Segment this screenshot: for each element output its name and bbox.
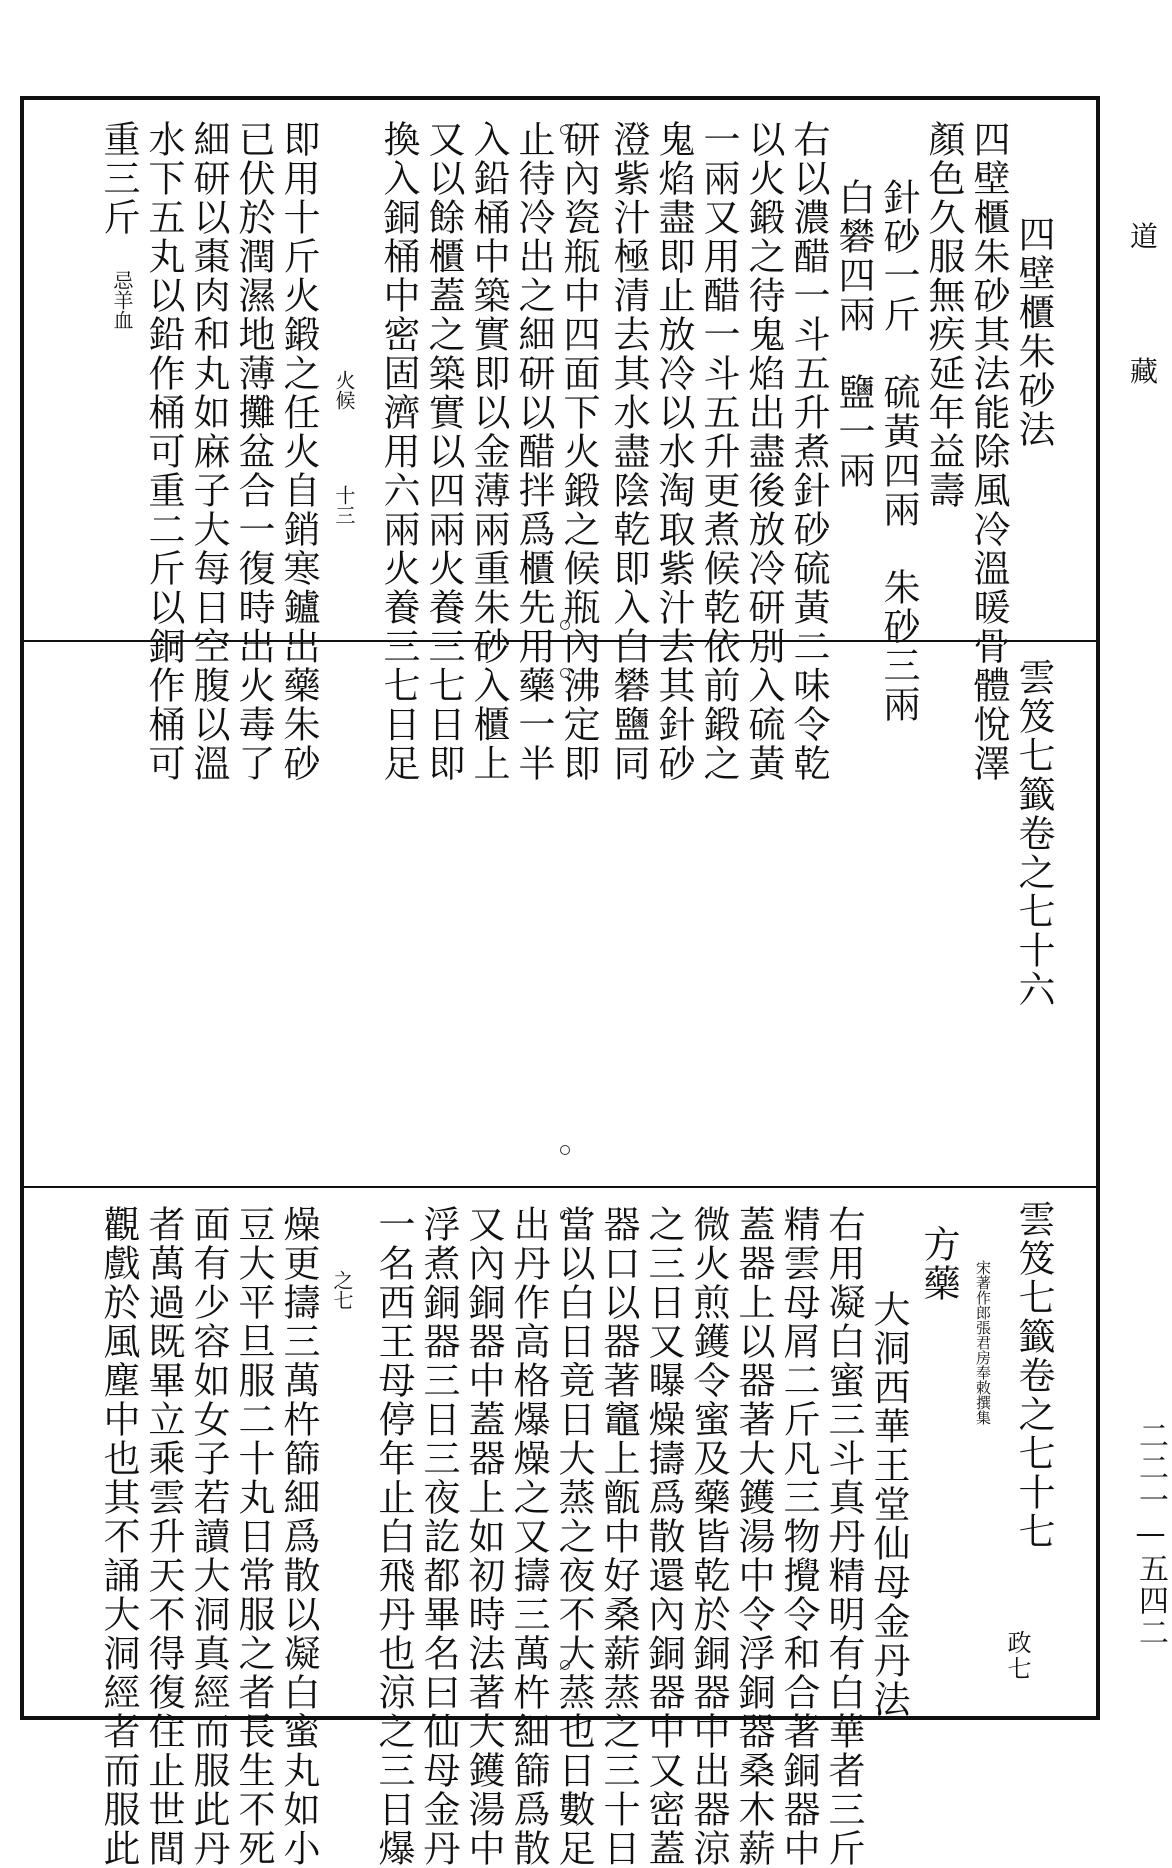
bottom-line-8: 出丹作高格爆燥之又擣三萬杵細篩爲散 <box>507 1205 550 1868</box>
bottom-line-7: 當以白日竟日大蒸之夜不大蒸也日數足 <box>552 1205 595 1868</box>
top-small-note-3: 十三 <box>332 485 356 525</box>
bottom-line-10: 浮煮銅器三日三夜訖都畢名曰仙母金丹 <box>417 1205 460 1868</box>
punctuation-circle <box>560 125 570 135</box>
top-small-note-2: 火候 <box>332 370 356 410</box>
top-line-4: 白礬四兩 鹽一兩 <box>832 178 875 490</box>
bottom-line-6: 器口以器著竈上甑中好桑薪蒸之三十日 <box>597 1205 640 1868</box>
bottom-line-15: 者萬過既畢立乘雲升天不得復住止世間 <box>142 1205 185 1868</box>
compiler-note: 宋著作郎張君房奉敕撰集 <box>974 1260 992 1425</box>
top-line-5: 右以濃醋一斗五升煮針砂硫黃二味令乾 <box>787 120 830 783</box>
punctuation-circle <box>560 620 570 630</box>
punctuation-circle <box>560 1660 570 1670</box>
top-line-12: 入鉛桶中築實即以金薄兩重朱砂入櫃上 <box>467 120 510 783</box>
top-line-3: 針砂一斤 硫黃四兩 朱砂三兩 <box>877 178 920 724</box>
page-number: 二二一—五四二 <box>1133 1420 1168 1649</box>
top-line-13: 又以餘櫃蓋之築實以四兩火養三七日即 <box>422 120 465 783</box>
top-line-17: 細研以棗肉和丸如麻子大每日空腹以溫 <box>187 120 230 783</box>
punctuation-circle <box>560 668 570 678</box>
volume-end-title: 雲笈七籤卷之七十六 <box>1012 658 1055 1009</box>
punctuation-circle <box>560 1210 570 1220</box>
volume-title: 雲笈七籤卷之七十七 <box>1012 1200 1055 1551</box>
bottom-line-14: 面有少容如女子若讀大洞真經而服此丹 <box>187 1205 230 1868</box>
bottom-small-note: 之七 <box>330 1270 354 1310</box>
bottom-line-4: 微火煎鑊令蜜及藥皆乾於銅器中出器涼 <box>687 1205 730 1868</box>
top-line-8: 鬼焰盡即止放冷以水淘取紫汁去其針砂 <box>652 120 695 783</box>
bottom-line-2: 精雲母屑二斤凡三物攪令和合著銅器中 <box>777 1205 820 1868</box>
top-line-15: 即用十斤火鍛之任火自銷寒鑪出藥朱砂 <box>277 120 320 783</box>
top-line-19: 重三斤 <box>97 120 140 237</box>
top-line-10: 研內瓷瓶中四面下火鍛之候瓶內沸定即 <box>557 120 600 783</box>
top-line-6: 以火鍛之待鬼焰出盡後放冷研別入硫黃 <box>742 120 785 783</box>
top-line-18: 水下五丸以鉛作桶可重二斤以銅作桶可 <box>142 120 185 783</box>
bottom-line-9: 又內銅器中蓋器上如初時法著大鑊湯中 <box>462 1205 505 1868</box>
bottom-line-16: 觀戲於風塵中也其不誦大洞經者而服此 <box>97 1205 140 1868</box>
bottom-line-1: 右用凝白蜜三斗真丹精明有白華者三斤 <box>822 1205 865 1868</box>
section-heading: 方藥 <box>917 1225 960 1303</box>
top-line-2: 顏色久服無疾延年益壽 <box>922 120 965 510</box>
top-line-16: 已伏於潤濕地薄攤盆合一復時出火毒了 <box>232 120 275 783</box>
bottom-line-13: 豆大平旦服二十丸日常服之者長生不死 <box>232 1205 275 1868</box>
bottom-line-12: 燥更擣三萬杵篩細爲散以凝白蜜丸如小 <box>277 1205 320 1868</box>
top-title: 四壁櫃朱砂法 <box>1012 215 1055 449</box>
top-line-9: 澄紫汁極清去其水盡陰乾即入白礬鹽同 <box>607 120 650 783</box>
top-line-7: 一兩又用醋一斗五升更煮候乾依前鍛之 <box>697 120 740 783</box>
margin-top-char: 道 <box>1130 220 1159 253</box>
section-divider-bottom <box>20 1186 1100 1188</box>
top-small-note-1: 忌羊血 <box>110 270 134 330</box>
top-line-11: 止待冷出之細研以醋拌爲櫃先用藥一半 <box>512 120 555 783</box>
top-line-14: 換入銅桶中密固濟用六兩火養三七日足 <box>377 120 420 783</box>
margin-bottom-char: 藏 <box>1130 355 1159 388</box>
bottom-line-5: 之三日又曝燥擣爲散還內銅器中又密蓋 <box>642 1205 685 1868</box>
recipe-title: 大洞西華王堂仙母金丹法 <box>867 1290 910 1719</box>
punctuation-circle <box>560 1145 570 1155</box>
bottom-line-3: 蓋器上以器著大鑊湯中令浮銅器桑木薪 <box>732 1205 775 1868</box>
volume-mark: 政七 <box>1003 1630 1031 1682</box>
top-line-1: 四壁櫃朱砂其法能除風冷溫暖骨體悅澤 <box>967 120 1010 783</box>
bottom-line-11: 一名西王母停年止白飛丹也涼之三日爆 <box>372 1205 415 1868</box>
